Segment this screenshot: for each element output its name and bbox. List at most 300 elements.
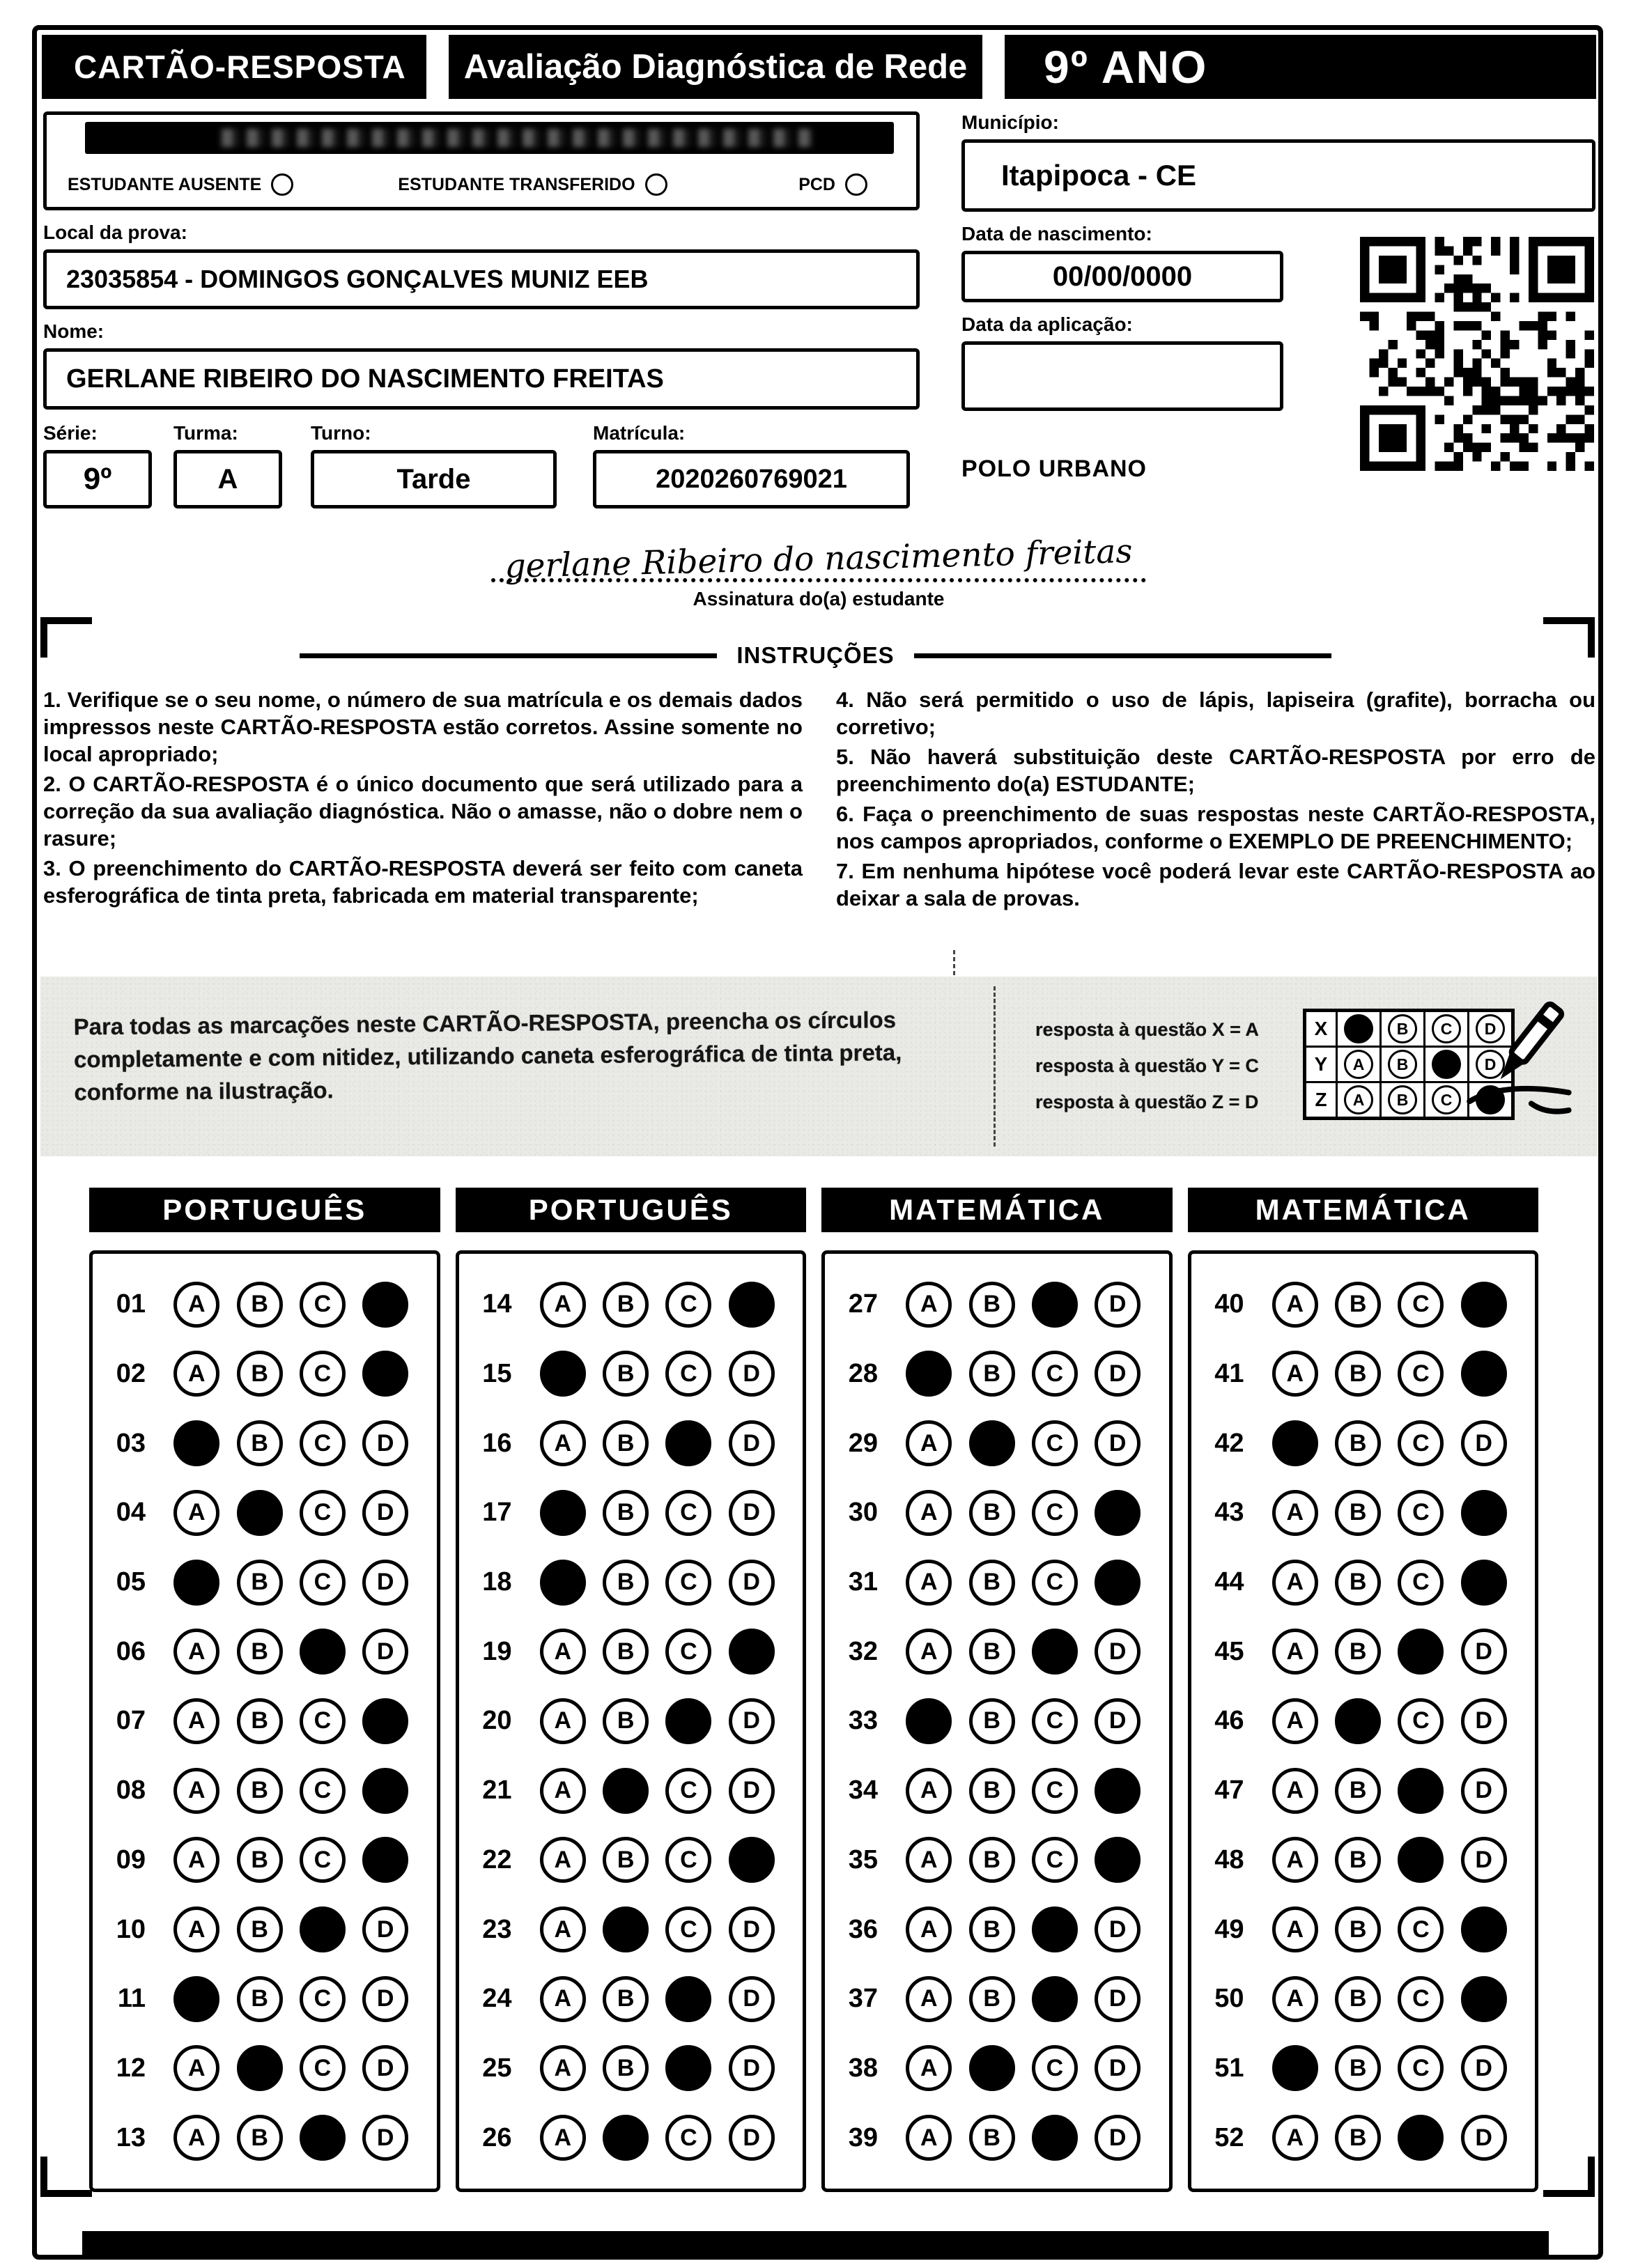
question-row-37 <box>833 1976 1158 2022</box>
answer-bubble-30-B[interactable]: B <box>969 1490 1015 1536</box>
aplicacao-value-box[interactable] <box>961 341 1283 411</box>
answer-bubble-01-A[interactable]: A <box>173 1282 219 1328</box>
answer-bubble-39-D[interactable]: D <box>1095 2115 1141 2161</box>
answer-bubble-02-D[interactable] <box>362 1351 408 1397</box>
answer-bubble-23-B[interactable] <box>603 1906 649 1952</box>
question-number: 02 <box>116 1358 146 1388</box>
question-row-15 <box>467 1351 792 1397</box>
example-cell <box>1379 1046 1425 1083</box>
answer-bubble-21-B[interactable] <box>603 1768 649 1814</box>
answer-bubble-31-C[interactable]: C <box>1032 1560 1078 1606</box>
answer-bubble-05-C[interactable]: C <box>300 1560 346 1606</box>
answer-bubble-47-D[interactable]: D <box>1461 1768 1507 1814</box>
answer-bubble-11-B[interactable]: B <box>237 1976 283 2022</box>
answer-bubble-43-B[interactable]: B <box>1335 1490 1381 1536</box>
answer-bubble-17-B[interactable]: B <box>603 1490 649 1536</box>
answer-bubble-02-A[interactable]: A <box>173 1351 219 1397</box>
pcd-circle[interactable] <box>845 173 867 196</box>
answer-bubble-09-A[interactable]: A <box>173 1837 219 1883</box>
answer-bubble-34-B[interactable]: B <box>969 1768 1015 1814</box>
turma-value: A <box>217 463 238 495</box>
answer-bubble-30-A[interactable]: A <box>906 1490 952 1536</box>
answer-bubble-50-A[interactable]: A <box>1272 1976 1318 2022</box>
answer-bubble-25-B[interactable]: B <box>603 2045 649 2091</box>
local-value: 23035854 - DOMINGOS GONÇALVES MUNIZ EEB <box>66 265 649 293</box>
answer-bubble-11-C[interactable]: C <box>300 1976 346 2022</box>
answer-bubble-15-A[interactable] <box>540 1351 586 1397</box>
answer-bubble-30-C[interactable]: C <box>1032 1490 1078 1536</box>
answer-bubble-52-B[interactable]: B <box>1335 2115 1381 2161</box>
answer-bubble-36-A[interactable]: A <box>906 1906 952 1952</box>
instruction-item: 5. Não haverá substituição deste CARTÃO-RESPOSTA por erro de preenchimento do(a) ESTUDANTE; <box>836 745 1595 797</box>
question-row-19 <box>467 1629 792 1675</box>
answer-bubble-14-A[interactable]: A <box>540 1282 586 1328</box>
answer-bubble-27-C[interactable] <box>1032 1282 1078 1328</box>
answer-bubble-03-D[interactable]: D <box>362 1420 408 1466</box>
bubble-group <box>889 1282 1158 1328</box>
answer-bubble-48-B[interactable]: B <box>1335 1837 1381 1883</box>
answer-bubble-26-D[interactable]: D <box>729 2115 775 2161</box>
bubble-group <box>1255 1768 1524 1814</box>
answer-bubble-02-B[interactable]: B <box>237 1351 283 1397</box>
instructions-heading <box>300 642 1331 669</box>
answer-bubble-25-C[interactable] <box>665 2045 711 2091</box>
answer-bubble-04-A[interactable]: A <box>173 1490 219 1536</box>
answer-bubble-07-D[interactable] <box>362 1698 408 1744</box>
answer-bubble-28-B[interactable]: B <box>969 1351 1015 1397</box>
answer-bubble-08-D[interactable] <box>362 1768 408 1814</box>
answer-bubble-41-C[interactable]: C <box>1398 1351 1444 1397</box>
answer-bubble-20-D[interactable]: D <box>729 1698 775 1744</box>
answer-bubble-24-A[interactable]: A <box>540 1976 586 2022</box>
question-row-34 <box>833 1768 1158 1814</box>
bubble-group <box>523 2115 792 2161</box>
answer-bubble-43-D[interactable] <box>1461 1490 1507 1536</box>
answer-column-title: MATEMÁTICA <box>821 1188 1173 1232</box>
answer-bubble-04-C[interactable]: C <box>300 1490 346 1536</box>
answer-bubble-41-A[interactable]: A <box>1272 1351 1318 1397</box>
answer-bubble-30-D[interactable] <box>1095 1490 1141 1536</box>
serie-value-box <box>43 450 152 508</box>
bubble-group <box>889 1976 1158 2022</box>
question-number: 38 <box>848 2053 878 2083</box>
answer-bubble-42-B[interactable]: B <box>1335 1420 1381 1466</box>
answer-bubble-34-D[interactable] <box>1095 1768 1141 1814</box>
answer-bubble-46-A[interactable]: A <box>1272 1698 1318 1744</box>
answer-bubble-21-D[interactable]: D <box>729 1768 775 1814</box>
answer-bubble-52-D[interactable]: D <box>1461 2115 1507 2161</box>
answer-bubble-14-D[interactable] <box>729 1282 775 1328</box>
serie-field <box>43 422 152 508</box>
bubble-group <box>1255 1698 1524 1744</box>
question-row-05 <box>101 1560 426 1606</box>
bubble-group <box>523 1837 792 1883</box>
answer-bubble-37-C[interactable] <box>1032 1976 1078 2022</box>
local-value-box <box>43 249 920 309</box>
answer-bubble-38-B[interactable] <box>969 2045 1015 2091</box>
bubble-group <box>1255 1976 1524 2022</box>
answer-bubble-20-C[interactable] <box>665 1698 711 1744</box>
example-caption: resposta à questão X = A <box>1035 1018 1259 1040</box>
answer-bubble-02-C[interactable]: C <box>300 1351 346 1397</box>
answer-bubble-04-B[interactable] <box>237 1490 283 1536</box>
answer-bubble-19-C[interactable]: C <box>665 1629 711 1675</box>
turma-value-box <box>173 450 282 508</box>
answer-bubble-37-B[interactable]: B <box>969 1976 1015 2022</box>
answer-bubble-05-B[interactable]: B <box>237 1560 283 1606</box>
heading-rule-left <box>300 653 717 658</box>
answer-bubble-29-C[interactable]: C <box>1032 1420 1078 1466</box>
answer-bubble-41-D[interactable] <box>1461 1351 1507 1397</box>
answer-bubble-04-D[interactable]: D <box>362 1490 408 1536</box>
answer-bubble-42-C[interactable]: C <box>1398 1420 1444 1466</box>
bubble-group <box>889 1698 1158 1744</box>
answer-bubble-09-B[interactable]: B <box>237 1837 283 1883</box>
answer-bubble-15-B[interactable]: B <box>603 1351 649 1397</box>
class-row <box>43 422 920 508</box>
example-row-label: Z <box>1304 1081 1338 1119</box>
answer-bubble-31-D[interactable] <box>1095 1560 1141 1606</box>
transferred-circle[interactable] <box>645 173 667 196</box>
answer-bubble-07-B[interactable]: B <box>237 1698 283 1744</box>
answer-bubble-49-A[interactable]: A <box>1272 1906 1318 1952</box>
answer-bubble-10-A[interactable]: A <box>173 1906 219 1952</box>
answer-bubble-27-D[interactable]: D <box>1095 1282 1141 1328</box>
answer-bubble-44-C[interactable]: C <box>1398 1560 1444 1606</box>
absent-label: ESTUDANTE AUSENTE <box>68 174 262 194</box>
answer-bubble-51-B[interactable]: B <box>1335 2045 1381 2091</box>
answer-bubble-11-A[interactable] <box>173 1976 219 2022</box>
answer-bubble-07-A[interactable]: A <box>173 1698 219 1744</box>
answer-bubble-38-C[interactable]: C <box>1032 2045 1078 2091</box>
answer-bubble-50-D[interactable] <box>1461 1976 1507 2022</box>
absent-circle[interactable] <box>271 173 293 196</box>
answer-bubble-13-B[interactable]: B <box>237 2115 283 2161</box>
question-number: 50 <box>1214 1984 1244 2014</box>
answer-bubble-03-C[interactable]: C <box>300 1420 346 1466</box>
question-number: 41 <box>1214 1358 1244 1388</box>
answer-bubble-19-B[interactable]: B <box>603 1629 649 1675</box>
answer-bubble-16-A[interactable]: A <box>540 1420 586 1466</box>
answer-column-title: PORTUGUÊS <box>456 1188 807 1232</box>
answer-bubble-22-A[interactable]: A <box>540 1837 586 1883</box>
answer-bubble-49-D[interactable] <box>1461 1906 1507 1952</box>
bubble-group <box>157 2115 426 2161</box>
answer-bubble-42-D[interactable]: D <box>1461 1420 1507 1466</box>
answer-bubble-52-A[interactable]: A <box>1272 2115 1318 2161</box>
answer-bubble-10-B[interactable]: B <box>237 1906 283 1952</box>
question-number: 03 <box>116 1428 146 1458</box>
question-number: 11 <box>117 1984 146 2014</box>
answer-bubble-23-A[interactable]: A <box>540 1906 586 1952</box>
answer-bubble-47-A[interactable]: A <box>1272 1768 1318 1814</box>
answer-bubble-40-B[interactable]: B <box>1335 1282 1381 1328</box>
answer-bubble-32-D[interactable]: D <box>1095 1629 1141 1675</box>
answer-bubble-40-C[interactable]: C <box>1398 1282 1444 1328</box>
answer-bubble-20-A[interactable]: A <box>540 1698 586 1744</box>
answer-bubble-25-A[interactable]: A <box>540 2045 586 2091</box>
answer-bubble-03-A[interactable] <box>173 1420 219 1466</box>
answer-bubble-19-A[interactable]: A <box>540 1629 586 1675</box>
answer-bubble-05-D[interactable]: D <box>362 1560 408 1606</box>
answer-bubble-45-A[interactable]: A <box>1272 1629 1318 1675</box>
answer-bubble-22-C[interactable]: C <box>665 1837 711 1883</box>
instruction-item: 4. Não será permitido o uso de lápis, lapiseira (grafite), borracha ou corretivo; <box>836 688 1595 740</box>
answer-bubble-12-A[interactable]: A <box>173 2045 219 2091</box>
answer-bubble-06-C[interactable] <box>300 1629 346 1675</box>
question-number: 17 <box>482 1498 512 1528</box>
answer-bubble-52-C[interactable] <box>1398 2115 1444 2161</box>
answer-bubble-38-A[interactable]: A <box>906 2045 952 2091</box>
example-bubble-X-D: D <box>1476 1014 1505 1043</box>
answer-bubble-33-D[interactable]: D <box>1095 1698 1141 1744</box>
fill-notice-band <box>40 977 1598 1156</box>
question-number: 23 <box>482 1914 512 1944</box>
answer-bubble-36-B[interactable]: B <box>969 1906 1015 1952</box>
answer-bubble-18-B[interactable]: B <box>603 1560 649 1606</box>
answer-bubble-23-D[interactable]: D <box>729 1906 775 1952</box>
answer-bubble-09-D[interactable] <box>362 1837 408 1883</box>
question-number: 24 <box>482 1984 512 2014</box>
question-row-27 <box>833 1282 1158 1328</box>
answer-bubble-21-C[interactable]: C <box>665 1768 711 1814</box>
answer-bubble-25-D[interactable]: D <box>729 2045 775 2091</box>
answer-bubble-42-A[interactable] <box>1272 1420 1318 1466</box>
municipio-value-box <box>961 139 1595 212</box>
question-number: 05 <box>116 1567 146 1597</box>
answer-bubble-13-C[interactable] <box>300 2115 346 2161</box>
answer-bubble-29-D[interactable]: D <box>1095 1420 1141 1466</box>
answer-bubble-46-C[interactable]: C <box>1398 1698 1444 1744</box>
answer-bubble-37-A[interactable]: A <box>906 1976 952 2022</box>
fill-notice-text: Para todas as marcações neste CARTÃO-RESPOSTA, preencha os círculos completamente e com nitidez, utilizando caneta esferográfica de tinta preta, conforme na ilustração. <box>73 1007 902 1105</box>
answer-bubble-17-D[interactable]: D <box>729 1490 775 1536</box>
question-number: 14 <box>482 1289 512 1319</box>
question-row-45 <box>1200 1629 1524 1675</box>
question-row-11 <box>101 1976 426 2022</box>
answer-bubble-46-B[interactable] <box>1335 1698 1381 1744</box>
answer-bubble-34-A[interactable]: A <box>906 1768 952 1814</box>
nascimento-value-box <box>961 251 1283 302</box>
answer-grid <box>89 1250 440 2192</box>
question-row-14 <box>467 1282 792 1328</box>
answer-bubble-45-D[interactable]: D <box>1461 1629 1507 1675</box>
answer-bubble-48-A[interactable]: A <box>1272 1837 1318 1883</box>
answer-bubble-51-C[interactable]: C <box>1398 2045 1444 2091</box>
answer-bubble-10-D[interactable]: D <box>362 1906 408 1952</box>
answer-bubble-32-A[interactable]: A <box>906 1629 952 1675</box>
nascimento-label: Data de nascimento: <box>961 223 1152 244</box>
answer-bubble-16-D[interactable]: D <box>729 1420 775 1466</box>
answer-bubble-33-A[interactable] <box>906 1698 952 1744</box>
bubble-group <box>889 1906 1158 1952</box>
answer-bubble-15-C[interactable]: C <box>665 1351 711 1397</box>
answer-bubble-01-D[interactable] <box>362 1282 408 1328</box>
answer-bubble-24-D[interactable]: D <box>729 1976 775 2022</box>
answer-bubble-34-C[interactable]: C <box>1032 1768 1078 1814</box>
answer-bubble-44-A[interactable]: A <box>1272 1560 1318 1606</box>
answer-bubble-32-C[interactable] <box>1032 1629 1078 1675</box>
answer-bubble-31-B[interactable]: B <box>969 1560 1015 1606</box>
question-row-20 <box>467 1698 792 1744</box>
answer-bubble-51-D[interactable]: D <box>1461 2045 1507 2091</box>
answer-bubble-39-B[interactable]: B <box>969 2115 1015 2161</box>
answer-bubble-28-D[interactable]: D <box>1095 1351 1141 1397</box>
answer-bubble-45-C[interactable] <box>1398 1629 1444 1675</box>
question-row-35 <box>833 1837 1158 1883</box>
answer-bubble-20-B[interactable]: B <box>603 1698 649 1744</box>
answer-bubble-24-B[interactable]: B <box>603 1976 649 2022</box>
answer-bubble-38-D[interactable]: D <box>1095 2045 1141 2091</box>
signature-handwriting: gerlane Ribeiro do nascimento freitas <box>504 532 1134 586</box>
answer-bubble-28-A[interactable] <box>906 1351 952 1397</box>
answer-bubble-44-D[interactable] <box>1461 1560 1507 1606</box>
answer-bubble-12-B[interactable] <box>237 2045 283 2091</box>
answer-bubble-43-A[interactable]: A <box>1272 1490 1318 1536</box>
answer-bubble-17-C[interactable]: C <box>665 1490 711 1536</box>
bubble-group <box>1255 1490 1524 1536</box>
answer-bubble-03-B[interactable]: B <box>237 1420 283 1466</box>
answer-bubble-16-C[interactable] <box>665 1420 711 1466</box>
answer-bubble-10-C[interactable] <box>300 1906 346 1952</box>
nome-value-box <box>43 348 920 410</box>
answer-bubble-14-C[interactable]: C <box>665 1282 711 1328</box>
answer-bubble-50-B[interactable]: B <box>1335 1976 1381 2022</box>
answer-bubble-40-A[interactable]: A <box>1272 1282 1318 1328</box>
answer-bubble-11-D[interactable]: D <box>362 1976 408 2022</box>
answer-bubble-29-B[interactable] <box>969 1420 1015 1466</box>
question-number: 04 <box>116 1498 146 1528</box>
question-number: 46 <box>1214 1706 1244 1736</box>
answer-bubble-40-D[interactable] <box>1461 1282 1507 1328</box>
local-label: Local da prova: <box>43 222 187 243</box>
bubble-group <box>1255 2115 1524 2161</box>
answer-bubble-12-D[interactable]: D <box>362 2045 408 2091</box>
answer-bubble-33-C[interactable]: C <box>1032 1698 1078 1744</box>
answer-bubble-07-C[interactable]: C <box>300 1698 346 1744</box>
answer-bubble-48-D[interactable]: D <box>1461 1837 1507 1883</box>
answer-bubble-36-C[interactable] <box>1032 1906 1078 1952</box>
answer-bubble-28-C[interactable]: C <box>1032 1351 1078 1397</box>
answer-bubble-16-B[interactable]: B <box>603 1420 649 1466</box>
answer-bubble-18-C[interactable]: C <box>665 1560 711 1606</box>
answer-bubble-12-C[interactable]: C <box>300 2045 346 2091</box>
answer-bubble-49-C[interactable]: C <box>1398 1906 1444 1952</box>
answer-bubble-19-D[interactable] <box>729 1629 775 1675</box>
answer-bubble-31-A[interactable]: A <box>906 1560 952 1606</box>
answer-bubble-18-A[interactable] <box>540 1560 586 1606</box>
question-row-24 <box>467 1976 792 2022</box>
answer-grid <box>1188 1250 1539 2192</box>
answer-bubble-21-A[interactable]: A <box>540 1768 586 1814</box>
bubble-group <box>1255 1560 1524 1606</box>
answer-bubble-14-B[interactable]: B <box>603 1282 649 1328</box>
answer-bubble-43-C[interactable]: C <box>1398 1490 1444 1536</box>
answer-bubble-41-B[interactable]: B <box>1335 1351 1381 1397</box>
question-number: 09 <box>116 1844 146 1874</box>
answer-bubble-47-B[interactable]: B <box>1335 1768 1381 1814</box>
answer-bubble-08-B[interactable]: B <box>237 1768 283 1814</box>
instruction-item: 2. O CARTÃO-RESPOSTA é o único documento que será utilizado para a correção da sua avaliação diagnóstica. Não o amasse, não o dobre nem o rasure; <box>43 772 803 851</box>
answer-bubble-13-A[interactable]: A <box>173 2115 219 2161</box>
answer-bubble-36-D[interactable]: D <box>1095 1906 1141 1952</box>
answer-bubble-05-A[interactable] <box>173 1560 219 1606</box>
answer-bubble-48-C[interactable] <box>1398 1837 1444 1883</box>
answer-bubble-39-C[interactable] <box>1032 2115 1078 2161</box>
answer-bubble-49-B[interactable]: B <box>1335 1906 1381 1952</box>
answer-bubble-33-B[interactable]: B <box>969 1698 1015 1744</box>
answer-bubble-26-A[interactable]: A <box>540 2115 586 2161</box>
answer-bubble-32-B[interactable]: B <box>969 1629 1015 1675</box>
question-number: 20 <box>482 1706 512 1736</box>
question-number: 12 <box>116 2053 146 2083</box>
example-bubble-Y-B: B <box>1388 1050 1417 1079</box>
answer-bubble-01-C[interactable]: C <box>300 1282 346 1328</box>
answer-bubble-35-C[interactable]: C <box>1032 1837 1078 1883</box>
question-number: 01 <box>116 1289 146 1319</box>
answer-bubble-50-C[interactable]: C <box>1398 1976 1444 2022</box>
nascimento-value: 00/00/0000 <box>1052 261 1193 292</box>
signature-line[interactable] <box>491 528 1146 586</box>
answer-column-title: MATEMÁTICA <box>1188 1188 1539 1232</box>
answer-bubble-22-D[interactable] <box>729 1837 775 1883</box>
question-number: 07 <box>116 1706 146 1736</box>
question-row-49 <box>1200 1906 1524 1952</box>
answer-bubble-08-C[interactable]: C <box>300 1768 346 1814</box>
answer-bubble-06-B[interactable]: B <box>237 1629 283 1675</box>
answer-bubble-06-D[interactable]: D <box>362 1629 408 1675</box>
answer-bubble-35-A[interactable]: A <box>906 1837 952 1883</box>
question-row-09 <box>101 1837 426 1883</box>
answer-bubble-27-A[interactable]: A <box>906 1282 952 1328</box>
instructions-title: INSTRUÇÕES <box>736 642 895 668</box>
answer-bubble-09-C[interactable]: C <box>300 1837 346 1883</box>
answer-bubble-39-A[interactable]: A <box>906 2115 952 2161</box>
answer-bubble-47-C[interactable] <box>1398 1768 1444 1814</box>
answer-bubble-06-A[interactable]: A <box>173 1629 219 1675</box>
answer-bubble-23-C[interactable]: C <box>665 1906 711 1952</box>
answer-bubble-26-B[interactable] <box>603 2115 649 2161</box>
answer-bubble-35-D[interactable] <box>1095 1837 1141 1883</box>
answer-bubble-26-C[interactable]: C <box>665 2115 711 2161</box>
question-row-43 <box>1200 1490 1524 1536</box>
question-number: 06 <box>116 1636 146 1666</box>
bubble-group <box>157 1768 426 1814</box>
answer-bubble-45-B[interactable]: B <box>1335 1629 1381 1675</box>
example-bubble-Z-A: A <box>1344 1085 1373 1114</box>
answer-bubble-17-A[interactable] <box>540 1490 586 1536</box>
answer-bubble-44-B[interactable]: B <box>1335 1560 1381 1606</box>
answer-bubble-27-B[interactable]: B <box>969 1282 1015 1328</box>
answer-bubble-22-B[interactable]: B <box>603 1837 649 1883</box>
question-row-33 <box>833 1698 1158 1744</box>
answer-bubble-15-D[interactable]: D <box>729 1351 775 1397</box>
answer-bubble-51-A[interactable] <box>1272 2045 1318 2091</box>
answer-bubble-24-C[interactable] <box>665 1976 711 2022</box>
question-number: 51 <box>1214 2053 1244 2083</box>
bubble-group <box>157 1906 426 1952</box>
question-row-47 <box>1200 1768 1524 1814</box>
answer-bubble-08-A[interactable]: A <box>173 1768 219 1814</box>
answer-bubble-35-B[interactable]: B <box>969 1837 1015 1883</box>
turno-field <box>311 422 557 508</box>
answer-bubble-18-D[interactable]: D <box>729 1560 775 1606</box>
answer-bubble-29-A[interactable]: A <box>906 1420 952 1466</box>
answer-bubble-01-B[interactable]: B <box>237 1282 283 1328</box>
answer-bubble-37-D[interactable]: D <box>1095 1976 1141 2022</box>
answer-bubble-13-D[interactable]: D <box>362 2115 408 2161</box>
answer-bubble-46-D[interactable]: D <box>1461 1698 1507 1744</box>
